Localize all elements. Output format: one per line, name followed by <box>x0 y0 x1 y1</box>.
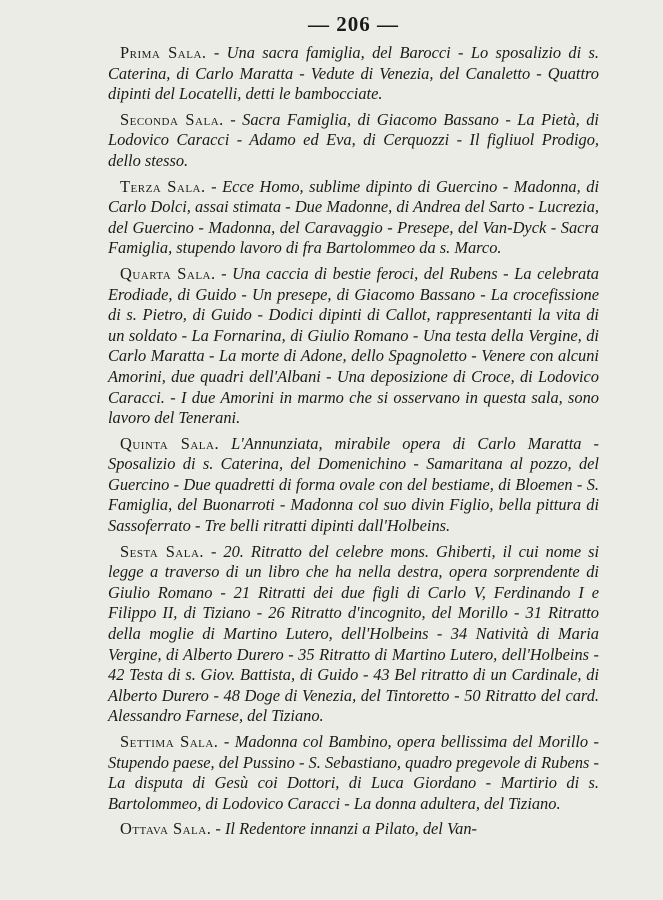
section-text: L'Annunziata, mirabile opera di Carlo Maratta - Sposalizio di s. Caterina, del Domenichino - Samaritana al pozzo, del Guercino - Due quadretti di forma ovale con del bestiame, di Bloemen - S. Famiglia, del Buonarroti - Madonna col suo divin Figlio, bella pittura di Sassoferrato - Tre belli ritratti dipinti dall'Holbeins. <box>108 433 599 536</box>
section-heading: Quarta Sala. <box>120 263 216 283</box>
section-heading: Prima Sala. <box>120 43 207 62</box>
section-heading: Sesta Sala. <box>120 541 205 561</box>
section-quarta-sala <box>108 264 599 429</box>
section-text: - Sacra Famiglia, di Giacomo Bassano - La Pietà, di Lodovico Caracci - Adamo ed Eva, di Cerquozzi - Il figliuol Prodigo, dello stesso. <box>108 109 599 170</box>
section-quinta-sala <box>108 434 599 537</box>
section-text: - Madonna col Bambino, opera bellissima del Morillo - Stupendo paese, del Pussino - S. Sebastiano, quadro pregevole di Rubens - La disputa di Gesù coi Dottori, di Luca Giordano - Martirio di s. Bartolommeo, di Lodovico Caracci - La donna adultera, del Tiziano. <box>108 732 599 813</box>
page-number: — 206 — <box>308 12 399 36</box>
section-text: - Ecce Homo, sublime dipinto di Guercino - Madonna, di Carlo Dolci, assai stimata - Due Madonne, di Andrea del Sarto - Lucrezia, del Guercino - Madonna, del Caravaggio - Presepe, del Van-Dyck - Sacra Famiglia, stupendo lavoro di fra Bartolommeo da s. Marco. <box>108 176 599 258</box>
section-sesta-sala <box>108 542 599 727</box>
section-heading: Quinta Sala. <box>120 433 220 453</box>
section-ottava-sala <box>108 819 599 840</box>
section-heading: Seconda Sala. <box>120 109 224 129</box>
section-settima-sala <box>108 732 599 814</box>
section-heading: Ottava Sala. <box>120 819 212 839</box>
section-heading: Terza Sala. <box>120 176 206 196</box>
section-text: - Il Redentore innanzi a Pilato, del Van- <box>211 819 478 839</box>
section-terza-sala <box>108 177 599 259</box>
section-heading: Settima Sala. <box>120 732 219 751</box>
section-text: - 20. Ritratto del celebre mons. Ghiberti, il cui nome si legge a traverso di un libro che ha nella destra, opera sorprendente di Giulio Romano - 21 Ritratti dei due figli di Carlo V, Ferdinando I e Filippo II, di Tiziano - 26 Ritratto d'incognito, del Morillo - 31 Ritratto della moglie di Martino Lutero, dell'Holbeins - 34 Natività di Maria Vergine, di Alberto Durero - 35 Ritratto di Martino Lutero, dell'Holbeins - 42 Testa di s. Giov. Battista, di Guido - 43 Bel ritratto di un Cardinale, di Alberto Durero - 48 Doge di Venezia, del Tintoretto - 50 Ritratto del card. Alessandro Farnese, del Tiziano. <box>108 541 599 726</box>
section-text: - Una sacra famiglia, del Barocci - Lo sposalizio di s. Caterina, di Carlo Maratta - Vedute di Venezia, del Canaletto - Quattro dipinti del Locatelli, detti le bambocciate. <box>108 43 600 104</box>
section-prima-sala <box>108 43 599 105</box>
section-seconda-sala <box>108 110 599 172</box>
section-text: - Una caccia di bestie feroci, del Rubens - La celebrata Erodiade, di Guido - Un presepe, di Giacomo Bassano - La crocefissione di s. Pietro, di Guido - Dodici dipinti di Callot, rappresentanti la vita di un soldato - La Fornarina, di Giulio Romano - Una testa della Vergine, di Carlo Maratta - La morte di Adone, dello Spagnoletto - Venere con alcuni Amorini, due quadri dell'Albani - Una deposizione di Croce, di Lodovico Caracci. - I due Amorini in marmo che si osservano in questa sala, sono lavoro del Tenerani. <box>108 263 599 428</box>
